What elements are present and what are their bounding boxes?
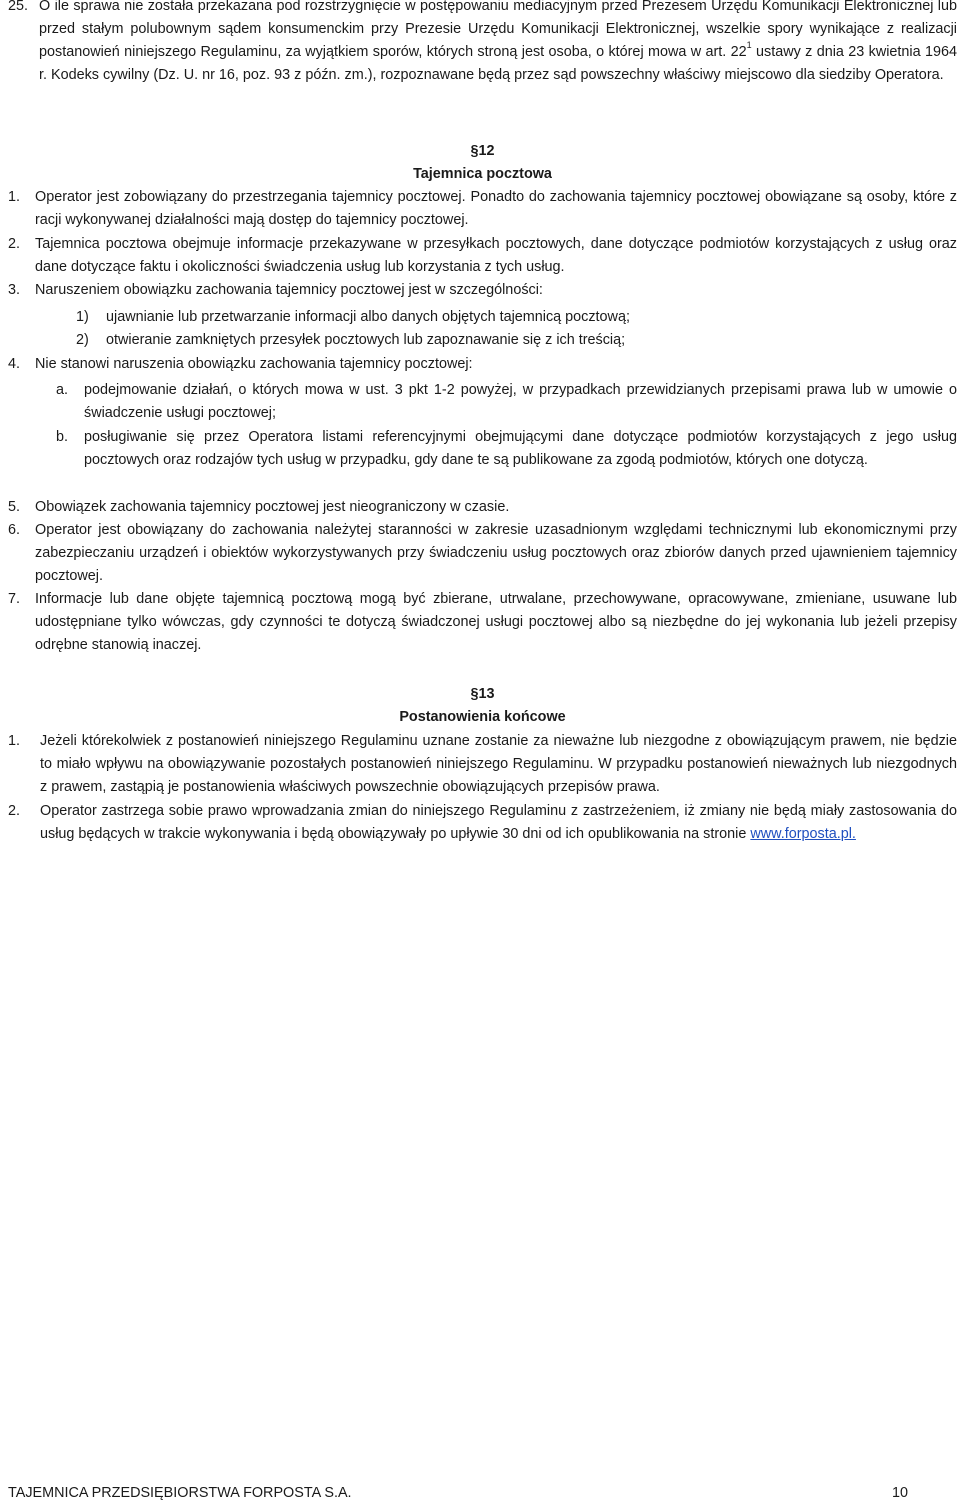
item-letter: b. — [56, 429, 69, 445]
s12-paragraph-6 — [8, 519, 957, 588]
section-12-number: §12 — [470, 143, 495, 159]
paragraph-number: 5. — [8, 499, 21, 515]
website-link[interactable]: www.forposta.pl. — [750, 826, 856, 842]
subitem-number: 2) — [76, 332, 89, 348]
subitem-text: ujawnianie lub przetwarzanie informacji albo danych objętych tajemnicą pocztową; — [106, 309, 630, 325]
s12-paragraph-2 — [8, 233, 957, 279]
section-12-title: Tajemnica pocztowa — [413, 166, 552, 182]
paragraph-number: 1. — [8, 189, 21, 205]
paragraph-text: Informacje lub dane objęte tajemnicą pocztową mogą być zbierane, utrwalane, przechowywane, opracowywane, zmieniane, usuwane lub udostępniane tylko wówczas, gdy czynności te dotyczą świadczonej usługi pocztowej albo są niezbędne do jej wykonania lub jeżeli przepisy odrębne stanowią inaczej. — [35, 591, 957, 653]
s12-p3-subitem-2 — [76, 329, 957, 352]
page-footer — [8, 1483, 908, 1503]
paragraph-text-part: Operator zastrzega sobie prawo wprowadzania zmian do niniejszego Regulaminu z zastrzeżeniem, iż zmiany nie będą miały zastosowania do usług będących w trakcie wykonywania i będą obowiązywały po upływie 30 dni od ich opublikowania na stronie — [40, 803, 957, 842]
paragraph-text: Nie stanowi naruszenia obowiązku zachowania tajemnicy pocztowej: — [35, 356, 473, 372]
s12-paragraph-3 — [8, 279, 957, 302]
subitem-number: 1) — [76, 309, 89, 325]
footer-text: TAJEMNICA PRZEDSIĘBIORSTWA FORPOSTA S.A. — [8, 1485, 352, 1501]
paragraph-text — [40, 800, 957, 846]
s12-p4-item-a — [56, 379, 957, 425]
paragraph-number: 1. — [8, 733, 21, 749]
s13-paragraph-2 — [8, 800, 957, 846]
paragraph-text: Operator jest zobowiązany do przestrzegania tajemnicy pocztowej. Ponadto do zachowania tajemnicy pocztowej obowiązane są osoby, które z racji wykonywanej działalności mają dostęp do tajemnicy pocztowej. — [35, 189, 957, 228]
paragraph-number: 7. — [8, 591, 21, 607]
paragraph-text: Naruszeniem obowiązku zachowania tajemnicy pocztowej jest w szczególności: — [35, 282, 543, 298]
section-13-number: §13 — [470, 686, 495, 702]
paragraph-number: 2. — [8, 803, 21, 819]
page-number: 10 — [891, 1485, 908, 1501]
paragraph-25 — [8, 0, 957, 87]
s12-p3-subitem-1 — [76, 306, 957, 329]
paragraph-number: 3. — [8, 282, 21, 298]
s13-paragraph-1 — [8, 730, 957, 799]
paragraph-number: 2. — [8, 236, 21, 252]
s12-paragraph-4 — [8, 353, 957, 376]
item-text: podejmowanie działań, o których mowa w ust. 3 pkt 1-2 powyżej, w przypadkach przewidzianych przepisami prawa lub w umowie o świadczenie usługi pocztowej; — [84, 382, 957, 421]
paragraph-text-part: O ile sprawa nie została przekazana pod rozstrzygnięcie w postępowaniu mediacyjnym przed Prezesem Urzędu Komunikacji Elektronicznej lub przed stałym polubownym sądem konsumenckim przy Prezesie Urzędu Komunikacji Elektronicznej, wszelkie spory wynikające z realizacji postanowień niniejszego Regulaminu, za wyjątkiem sporów, których stroną jest osoba, o której mowa w art. 22 — [39, 0, 957, 60]
paragraph-text: Tajemnica pocztowa obejmuje informacje przekazywane w przesyłkach pocztowych, dane dotyczące podmiotów korzystających z usług oraz dane dotyczące faktu i okoliczności świadczenia usług lub korzystania z tych usług. — [35, 236, 957, 275]
subitem-text: otwieranie zamkniętych przesyłek pocztowych lub zapoznawanie się z ich treścią; — [106, 332, 626, 348]
paragraph-number: 6. — [8, 522, 21, 538]
paragraph-text-part: ustawy z dnia 23 kwietnia 1964 r. Kodeks cywilny (Dz. U. nr 16, poz. 93 z późn. zm.), rozpoznawane będą przez sąd powszechny właściwy miejscowo dla siedziby Operatora. — [39, 44, 957, 83]
paragraph-text: Operator jest obowiązany do zachowania należytej staranności w zakresie uzasadnionym względami technicznymi lub ekonomicznymi przy zabezpieczaniu urządzeń i obiektów wykorzystywanych przy świadczeniu usług pocztowych oraz zbiorów danych przed ujawnieniem tajemnicy pocztowej. — [35, 522, 957, 584]
paragraph-text: Jeżeli którekolwiek z postanowień niniejszego Regulaminu uznane zostanie za nieważne lub niezgodne z obowiązującym prawem, nie będzie to miało wpływu na obowiązywanie pozostałych postanowień niniejszego Regulaminu. W przypadku postanowień nieważnych lub niezgodnych z prawem, zastąpią je postanowienia właściwych powszechnie obowiązujących przepisów prawa. — [40, 733, 957, 795]
paragraph-number: 4. — [8, 356, 21, 372]
s12-paragraph-7 — [8, 588, 957, 657]
paragraph-text: Obowiązek zachowania tajemnicy pocztowej jest nieograniczony w czasie. — [35, 499, 510, 515]
superscript: 1 — [746, 40, 752, 51]
item-text: posługiwanie się przez Operatora listami referencyjnymi obejmującymi dane dotyczące podmiotów korzystających z jego usług pocztowych oraz rodzajów tych usług w przypadku, gdy dane te są publikowane za zgodą podmiotów, których one dotyczą. — [84, 429, 957, 468]
paragraph-number: 25. — [8, 0, 29, 14]
paragraph-text — [8, 0, 957, 87]
s12-paragraph-1 — [8, 186, 957, 232]
s12-p4-item-b — [56, 426, 957, 472]
item-letter: a. — [56, 382, 69, 398]
s12-paragraph-5 — [8, 496, 957, 519]
section-13-title: Postanowienia końcowe — [399, 709, 566, 725]
